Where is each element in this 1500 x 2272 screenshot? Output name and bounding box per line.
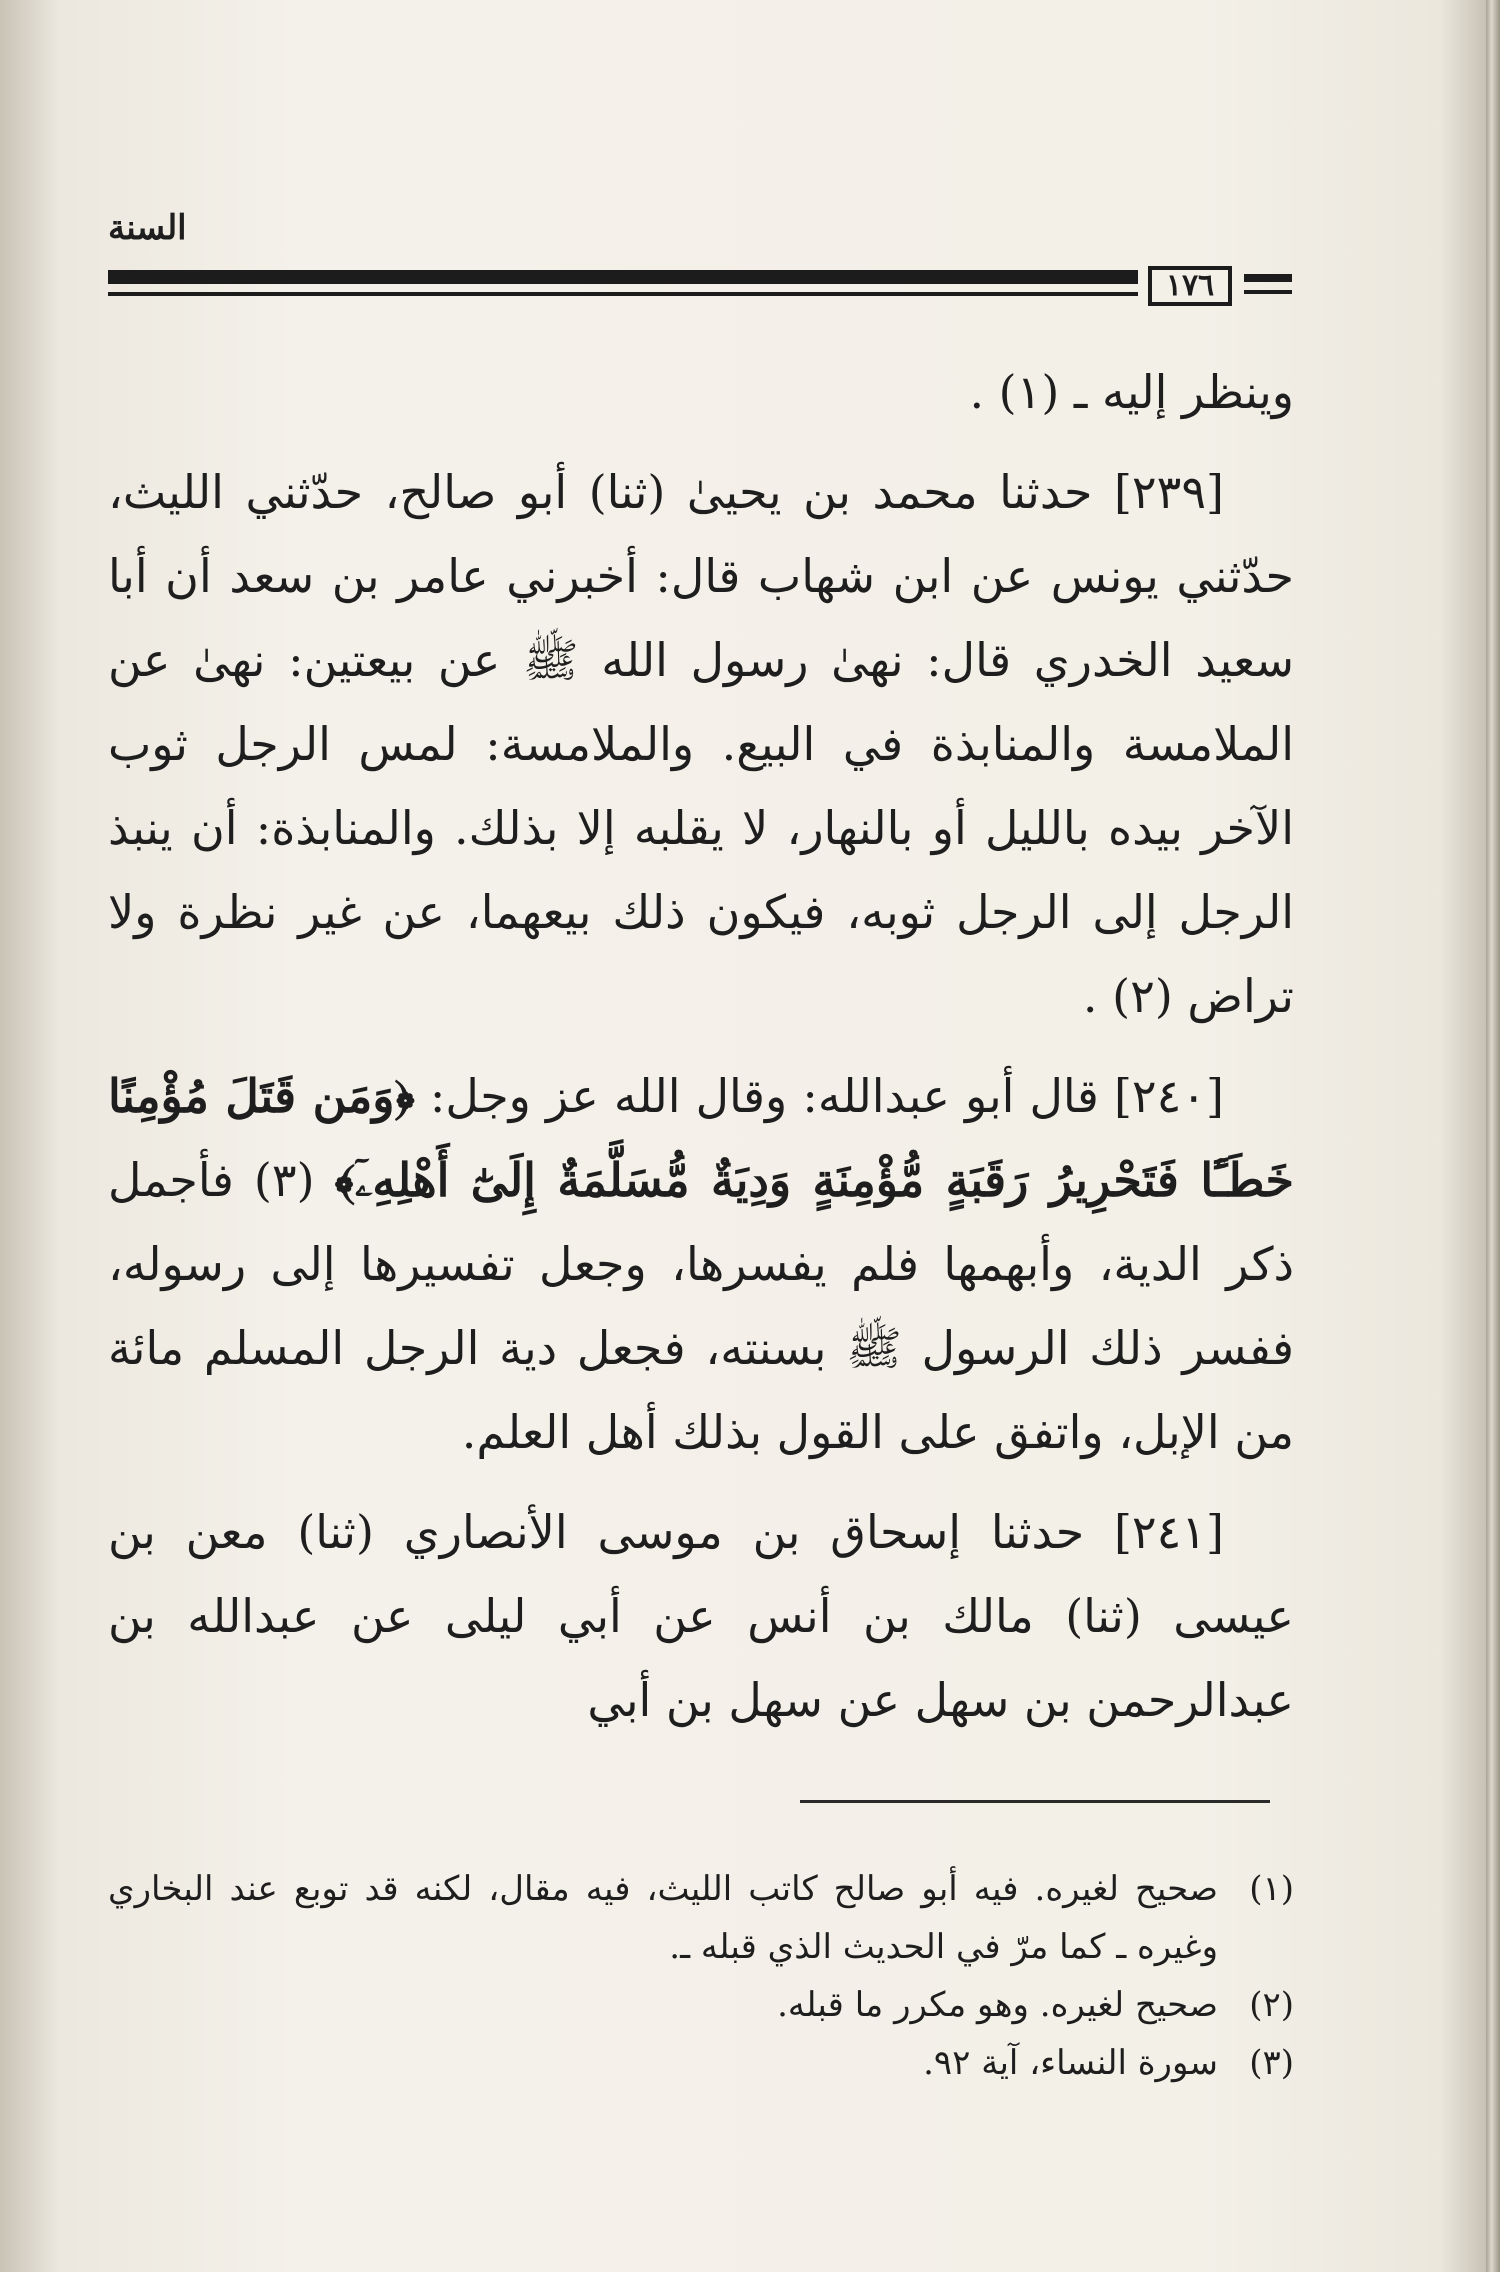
hadith-241: [٢٤١] حدثنا إسحاق بن موسى الأنصاري (ثنا) معن بن عيسى (ثنا) مالك بن أنس عن أبي ليلى عن عبدالله بن عبدالرحمن بن سهل عن سهل بن أبي [108,1505,1294,1727]
footnotes [108,1860,1294,2092]
footnote [108,1860,1294,1976]
header-rule-right-thin [1244,290,1292,294]
header-rule-thick [108,270,1138,284]
page-edge [1486,0,1500,2272]
hadith-240-prefix: [٢٤٠] قال أبو عبدالله: وقال الله عز وجل: [414,1069,1224,1123]
footnote [108,1976,1294,2034]
quran-verse: ﴿وَمَن قَتَلَ مُؤْمِنًا خَطَـًٔا فَتَحْرِيرُ رَقَبَةٍ مُّؤْمِنَةٍ وَدِيَةٌ مُّسَلَّمَةٌ إِلَىٰٓ أَهْلِهِۦٓ﴾ [108,1069,1294,1207]
footnote-separator [800,1800,1270,1803]
footnote-text: صحيح لغيره. وهو مكرر ما قبله. [777,1985,1218,2025]
page-number: ١٧٦ [1148,266,1232,306]
main-text [108,350,1294,1742]
header-rule-thin [108,292,1138,296]
footnote-number: (١) [1249,1869,1294,1909]
footnote-text: صحيح لغيره. فيه أبو صالح كاتب الليث، فيه مقال، لكنه قد توبع عند البخاري وغيره ـ كما مرّ في الحديث الذي قبله ـ. [108,1869,1219,1967]
footnote-text: سورة النساء، آية ٩٢. [923,2043,1218,2083]
footnote [108,2034,1294,2092]
header-rule-right-thick [1244,274,1292,282]
footnote-number: (٣) [1249,2043,1294,2083]
footnote-number: (٢) [1249,1985,1294,2025]
hadith-240 [108,1054,1294,1474]
hadith-239: [٢٣٩] حدثنا محمد بن يحيىٰ (ثنا) أبو صالح، حدّثني الليث، حدّثني يونس عن ابن شهاب قال: أخبرني عامر بن سعد أن أبا سعيد الخدري قال: نهىٰ رسول الله ﷺ عن بيعتين: نهىٰ عن الملامسة والمنابذة في البيع. والملامسة: لمس الرجل ثوب الآخر بيده بالليل أو بالنهار، لا يقلبه إلا بذلك. والمنابذة: أن ينبذ الرجل إلى الرجل ثوبه، فيكون ذلك بيعهما، عن غير نظرة ولا تراض (٢) . [108,465,1294,1023]
running-header-title: السنة [108,208,187,248]
paragraph-continuation: وينظر إليه ـ (١) . [969,365,1294,419]
hadith-240-suffix: (٣) فأجمل ذكر الدية، وأبهمها فلم يفسرها، وجعل تفسيرها إلى رسوله، ففسر ذلك الرسول ﷺ بسنته، فجعل دية الرجل المسلم مائة من الإبل، واتفق على القول بذلك أهل العلم. [108,1153,1294,1459]
